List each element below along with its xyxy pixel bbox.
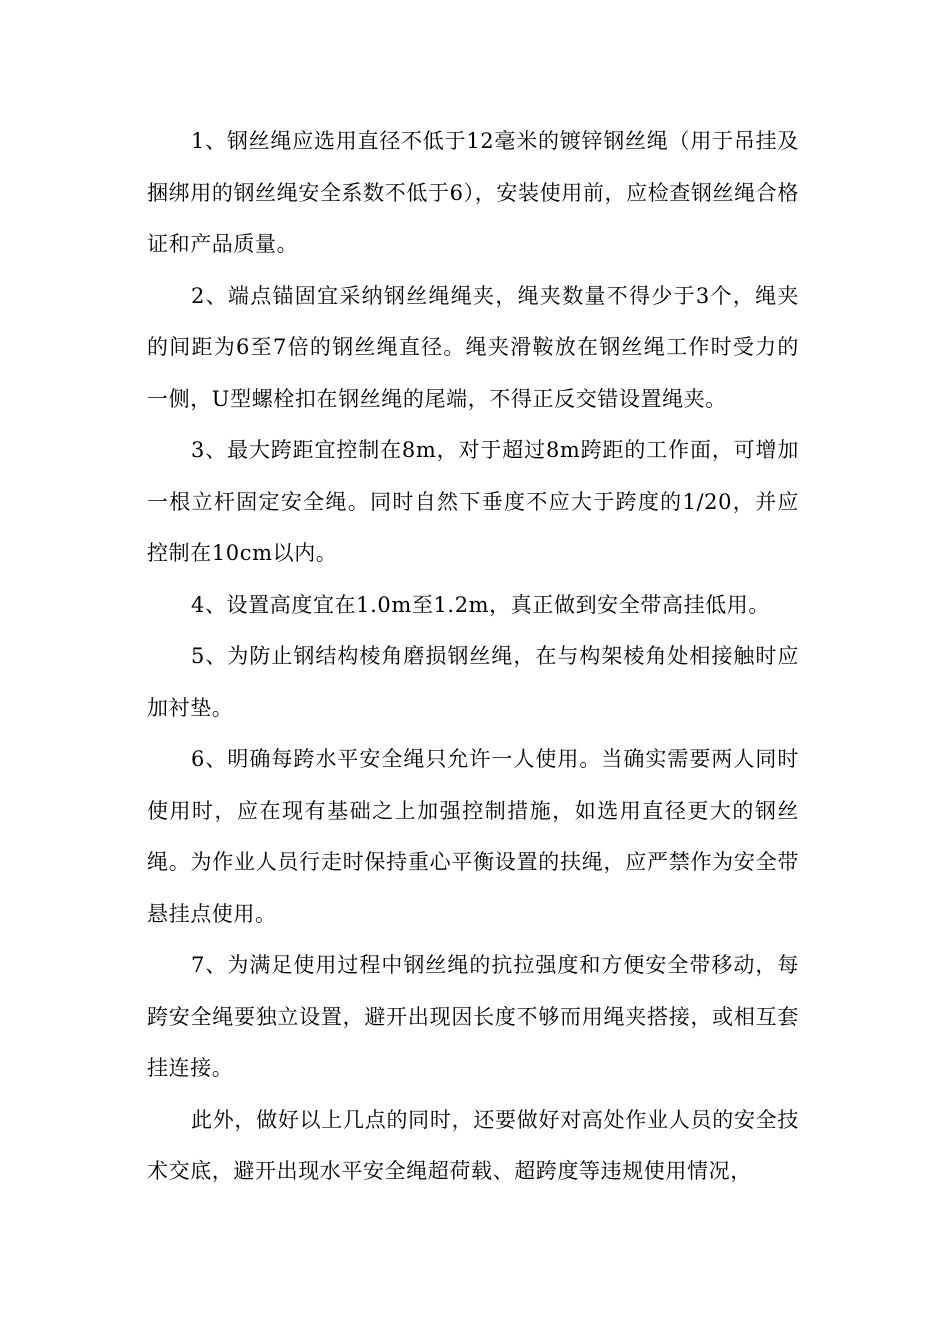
paragraph-6: 6、明确每跨水平安全绳只允许一人使用。当确实需要两人同时使用时，应在现有基础之上加强控制措施，如选用直径更大的钢丝绳。为作业人员行走时保持重心平衡设置的扶绳，应严禁作为安全带悬挂点使用。 <box>147 747 799 926</box>
paragraph-5: 5、为防止钢结构棱角磨损钢丝绳，在与构架棱角处相接触时应加衬垫。 <box>147 644 799 720</box>
paragraph-3: 3、最大跨距宜控制在8m，对于超过8m跨距的工作面，可增加一根立杆固定安全绳。同时自然下垂度不应大于跨度的1/20，并应控制在10cm以内。 <box>147 438 799 565</box>
paragraph-7: 7、为满足使用过程中钢丝绳的抗拉强度和方便安全带移动，每跨安全绳要独立设置，避开出现因长度不够而用绳夹搭接，或相互套挂连接。 <box>147 953 799 1080</box>
paragraph-4: 4、设置高度宜在1.0m至1.2m，真正做到安全带高挂低用。 <box>191 592 770 617</box>
document-body <box>147 116 799 1198</box>
paragraph-8: 此外，做好以上几点的同时，还要做好对高处作业人员的安全技术交底，避开出现水平安全绳超荷载、超跨度等违规使用情况， <box>147 1107 799 1183</box>
paragraph-2: 2、端点锚固宜采纳钢丝绳绳夹，绳夹数量不得少于3个，绳夹的间距为6至7倍的钢丝绳直径。绳夹滑鞍放在钢丝绳工作时受力的一侧，U型螺栓扣在钢丝绳的尾端，不得正反交错设置绳夹。 <box>147 283 799 411</box>
paragraph-1: 1、钢丝绳应选用直径不低于12毫米的镀锌钢丝绳（用于吊挂及捆绑用的钢丝绳安全系数不低于6），安装使用前，应检查钢丝绳合格证和产品质量。 <box>147 129 799 256</box>
